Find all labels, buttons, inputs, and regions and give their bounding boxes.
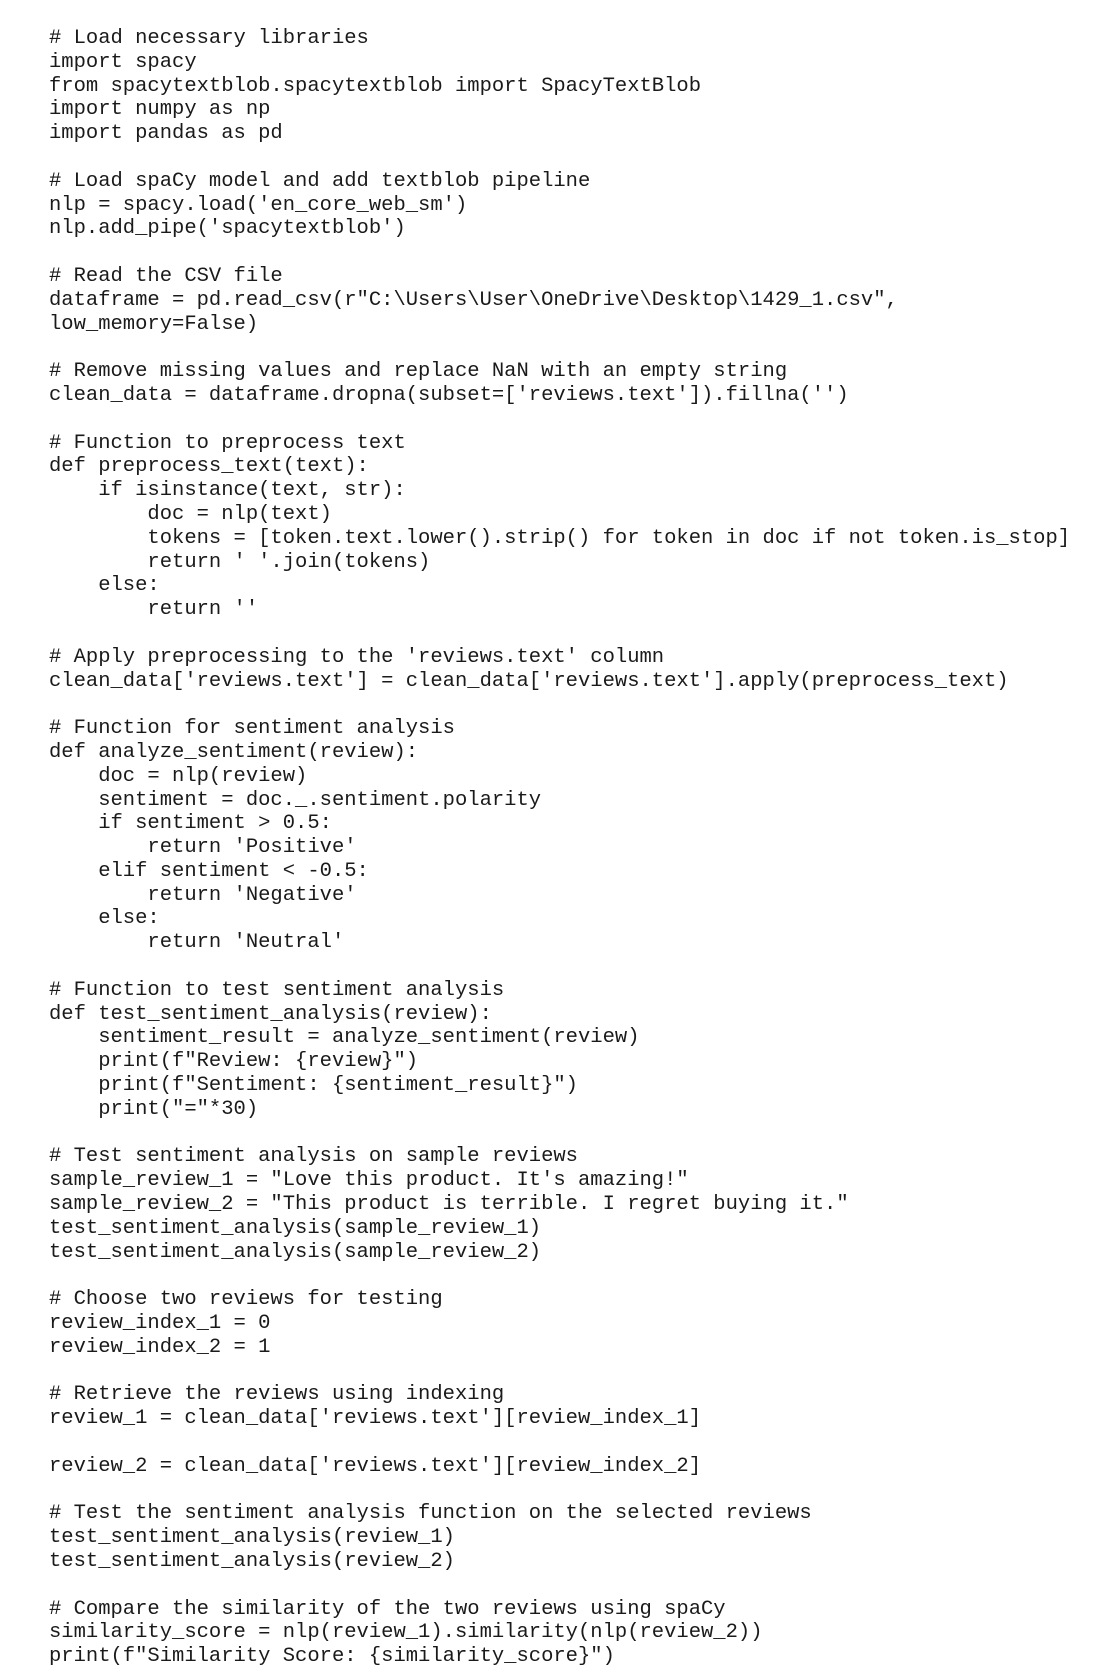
code-line: if sentiment > 0.5: (49, 812, 332, 836)
code-line: review_1 = clean_data['reviews.text'][review_index_1] (49, 1407, 702, 1431)
blank-line (49, 241, 1070, 265)
code-line: # Function to test sentiment analysis (49, 978, 505, 1002)
code-line: print(f"Review: {review}") (49, 1050, 419, 1074)
code-line: clean_data = dataframe.dropna(subset=['reviews.text']).fillna('') (49, 383, 849, 407)
blank-line (49, 1574, 1070, 1598)
code-line: # Function to preprocess text (49, 431, 406, 455)
code-line: print("="*30) (49, 1097, 259, 1121)
code-line: # Read the CSV file (49, 264, 283, 288)
code-line: # Compare the similarity of the two reviews using spaCy (49, 1597, 726, 1621)
blank-line (49, 1479, 1070, 1503)
code-line: doc = nlp(review) (49, 764, 308, 788)
code-line: test_sentiment_analysis(review_2) (49, 1550, 455, 1573)
code-block (49, 27, 1070, 1669)
code-line: def analyze_sentiment(review): (49, 740, 419, 764)
code-line: # Choose two reviews for testing (49, 1288, 443, 1312)
code-line: tokens = [token.text.lower().strip() for token in doc if not token.is_stop] (49, 526, 1071, 550)
blank-line (49, 1360, 1070, 1384)
code-line: if isinstance(text, str): (49, 479, 406, 503)
code-line: sentiment_result = analyze_sentiment(review) (49, 1026, 640, 1050)
code-line: # Load spaCy model and add textblob pipeline (49, 169, 591, 193)
blank-line (49, 408, 1070, 432)
code-line: def preprocess_text(text): (49, 455, 369, 479)
code-line: return '' (49, 598, 259, 622)
code-line: review_index_2 = 1 (49, 1335, 271, 1359)
code-line: nlp.add_pipe('spacytextblob') (49, 217, 406, 241)
code-line: nlp = spacy.load('en_core_web_sm') (49, 193, 468, 217)
code-line: sample_review_1 = "Love this product. It's amazing!" (49, 1169, 689, 1193)
code-line: sample_review_2 = "This product is terrible. I regret buying it." (49, 1193, 849, 1217)
code-line: else: (49, 574, 160, 598)
blank-line (49, 955, 1070, 979)
code-line: return 'Negative' (49, 883, 357, 907)
code-line: import pandas as pd (49, 122, 283, 146)
code-line: test_sentiment_analysis(review_1) (49, 1526, 455, 1550)
code-line: return 'Neutral' (49, 931, 345, 955)
code-line: # Apply preprocessing to the 'reviews.text' column (49, 645, 665, 669)
blank-line (49, 1122, 1070, 1146)
blank-line (49, 693, 1070, 717)
code-line: clean_data['reviews.text'] = clean_data['reviews.text'].apply(preprocess_text) (49, 669, 1009, 693)
code-line: # Retrieve the reviews using indexing (49, 1383, 505, 1407)
code-line: review_index_1 = 0 (49, 1312, 271, 1336)
code-line: low_memory=False) (49, 312, 259, 336)
code-line: # Remove missing values and replace NaN with an empty string (49, 360, 788, 384)
code-line: test_sentiment_analysis(sample_review_2) (49, 1240, 542, 1264)
code-line: doc = nlp(text) (49, 502, 332, 526)
blank-line (49, 1264, 1070, 1288)
code-line: return 'Positive' (49, 836, 357, 860)
code-line: review_2 = clean_data['reviews.text'][review_index_2] (49, 1454, 702, 1478)
code-line: from spacytextblob.spacytextblob import SpacyTextBlob (49, 74, 702, 98)
code-line: def test_sentiment_analysis(review): (49, 1002, 492, 1026)
code-line: similarity_score = nlp(review_1).similarity(nlp(review_2)) (49, 1621, 763, 1645)
code-line: else: (49, 907, 160, 931)
code-line: elif sentiment < -0.5: (49, 859, 369, 883)
code-line: # Function for sentiment analysis (49, 717, 455, 741)
code-line: sentiment = doc._.sentiment.polarity (49, 788, 542, 812)
code-line: return ' '.join(tokens) (49, 550, 431, 574)
blank-line (49, 336, 1070, 360)
blank-line (49, 622, 1070, 646)
code-line: import numpy as np (49, 98, 271, 122)
code-line: # Test sentiment analysis on sample reviews (49, 1145, 578, 1169)
blank-line (49, 146, 1070, 170)
code-line: # Load necessary libraries (49, 27, 369, 50)
code-line: print(f"Sentiment: {sentiment_result}") (49, 1074, 578, 1098)
code-line: import spacy (49, 50, 197, 74)
code-line: dataframe = pd.read_csv(r"C:\Users\User\OneDrive\Desktop\1429_1.csv", (49, 288, 898, 312)
code-line: print(f"Similarity Score: {similarity_score}") (49, 1645, 615, 1669)
code-line: test_sentiment_analysis(sample_review_1) (49, 1216, 542, 1240)
blank-line (49, 1431, 1070, 1455)
code-line: # Test the sentiment analysis function on the selected reviews (49, 1502, 812, 1526)
